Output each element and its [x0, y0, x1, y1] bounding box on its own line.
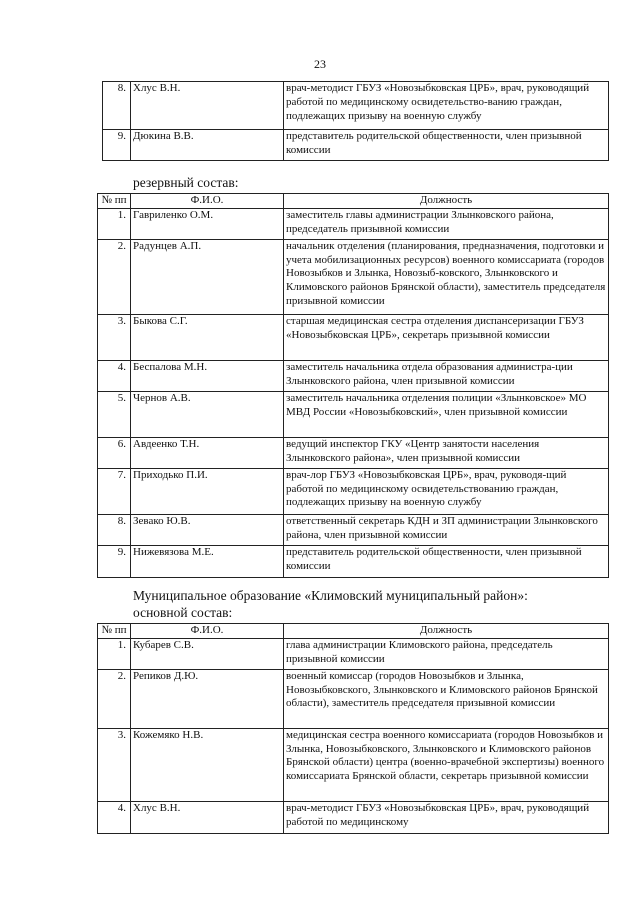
table-row — [98, 728, 609, 801]
row-number: 6. — [98, 437, 131, 468]
row-number: 8. — [98, 514, 131, 545]
table-row — [98, 208, 609, 239]
member-name: Зевако Ю.В. — [131, 514, 284, 545]
member-position: глава администрации Климовского района, председатель призывной комиссии — [284, 638, 609, 669]
table-header-row — [98, 194, 609, 209]
row-number: 3. — [98, 728, 131, 801]
row-number: 3. — [98, 314, 131, 360]
page-number: 23 — [314, 57, 326, 71]
member-position: медицинская сестра военного комиссариата (городов Новозыбков и Злынка, Новозыбковского, Злынковского и Климовского районов Брянской области) центра (военно-врачебной экспертизы) военного комиссариата Брянской области, секретарь призывной комиссии — [284, 728, 609, 801]
table-row — [98, 360, 609, 391]
column-header-number: № пп — [98, 194, 131, 209]
table-row — [98, 638, 609, 669]
member-position: врач-лор ГБУЗ «Новозыбковская ЦРБ», врач, руководя-щий работой по медицинскому освидетельствованию граждан, подлежащих призыву на военную службу — [284, 468, 609, 514]
table-row — [98, 468, 609, 514]
continued-members-table — [102, 81, 609, 161]
member-position: представитель родительской общественности, член призывной комиссии — [284, 130, 609, 161]
member-name: Приходько П.И. — [131, 468, 284, 514]
row-number: 4. — [98, 801, 131, 833]
table-header-row — [98, 624, 609, 639]
column-header-name: Ф.И.О. — [131, 624, 284, 639]
member-name: Хлус В.Н. — [131, 82, 284, 130]
table-row — [98, 239, 609, 314]
table-row — [103, 130, 609, 161]
member-position: начальник отделения (планирования, предназначения, подготовки и учета мобилизационных ресурсов) военного комиссариата (городов Новозыбков и Злынка, Новозыб-ковского, Злынковского и Климовского районов Брянской области), заместитель председателя призывной комиссии — [284, 239, 609, 314]
member-name: Репиков Д.Ю. — [131, 669, 284, 728]
member-position: заместитель главы администрации Злынковского района, председатель призывной комиссии — [284, 208, 609, 239]
member-position: военный комиссар (городов Новозыбков и Злынка, Новозыбковского, Злынковского и Климовского районов Брянской области), заместитель председателя призывной комиссии — [284, 669, 609, 728]
row-number: 7. — [98, 468, 131, 514]
row-number: 9. — [98, 545, 131, 577]
member-name: Беспалова М.Н. — [131, 360, 284, 391]
row-number: 1. — [98, 208, 131, 239]
column-header-position: Должность — [284, 194, 609, 209]
member-name: Дюкина В.В. — [131, 130, 284, 161]
table-row — [103, 82, 609, 130]
member-name: Кожемяко Н.В. — [131, 728, 284, 801]
row-number: 1. — [98, 638, 131, 669]
member-position: представитель родительской общественности, член призывной комиссии — [284, 545, 609, 577]
row-number: 8. — [103, 82, 131, 130]
table-row — [98, 391, 609, 437]
member-name: Авдеенко Т.Н. — [131, 437, 284, 468]
reserve-members-table — [97, 193, 609, 578]
member-name: Быкова С.Г. — [131, 314, 284, 360]
member-position: ответственный секретарь КДН и ЗП администрации Злынковского района, член призывной комиссии — [284, 514, 609, 545]
member-position: врач-методист ГБУЗ «Новозыбковская ЦРБ», врач, руководящий работой по медицинскому освидетельство-ванию граждан, подлежащих призыву на военную службу — [284, 82, 609, 130]
member-position: заместитель начальника отделения полиции «Злынковское» МО МВД России «Новозыбковский», член призывной комиссии — [284, 391, 609, 437]
member-name: Гавриленко О.М. — [131, 208, 284, 239]
table-row — [98, 801, 609, 833]
member-position: врач-методист ГБУЗ «Новозыбковская ЦРБ», врач, руководящий работой по медицинскому — [284, 801, 609, 833]
member-name: Нижевязова М.Е. — [131, 545, 284, 577]
klimovsky-section-heading: Муниципальное образование «Климовский муниципальный район»: — [133, 588, 528, 603]
member-name: Кубарев С.В. — [131, 638, 284, 669]
member-position: ведущий инспектор ГКУ «Центр занятости населения Злынковского района», член призывной комиссии — [284, 437, 609, 468]
member-name: Чернов А.В. — [131, 391, 284, 437]
klimovsky-members-table — [97, 623, 609, 834]
table-row — [98, 669, 609, 728]
column-header-number: № пп — [98, 624, 131, 639]
table-row — [98, 545, 609, 577]
table-row — [98, 314, 609, 360]
member-name: Радунцев А.П. — [131, 239, 284, 314]
column-header-position: Должность — [284, 624, 609, 639]
row-number: 5. — [98, 391, 131, 437]
member-name: Хлус В.Н. — [131, 801, 284, 833]
table-row — [98, 514, 609, 545]
reserve-section-heading: резервный состав: — [133, 175, 239, 190]
row-number: 9. — [103, 130, 131, 161]
klimovsky-section-subheading: основной состав: — [133, 605, 233, 620]
row-number: 2. — [98, 239, 131, 314]
member-position: старшая медицинская сестра отделения диспансеризации ГБУЗ «Новозыбковская ЦРБ», секретарь призывной комиссии — [284, 314, 609, 360]
row-number: 2. — [98, 669, 131, 728]
table-row — [98, 437, 609, 468]
column-header-name: Ф.И.О. — [131, 194, 284, 209]
member-position: заместитель начальника отдела образования администра-ции Злынковского района, член призывной комиссии — [284, 360, 609, 391]
row-number: 4. — [98, 360, 131, 391]
